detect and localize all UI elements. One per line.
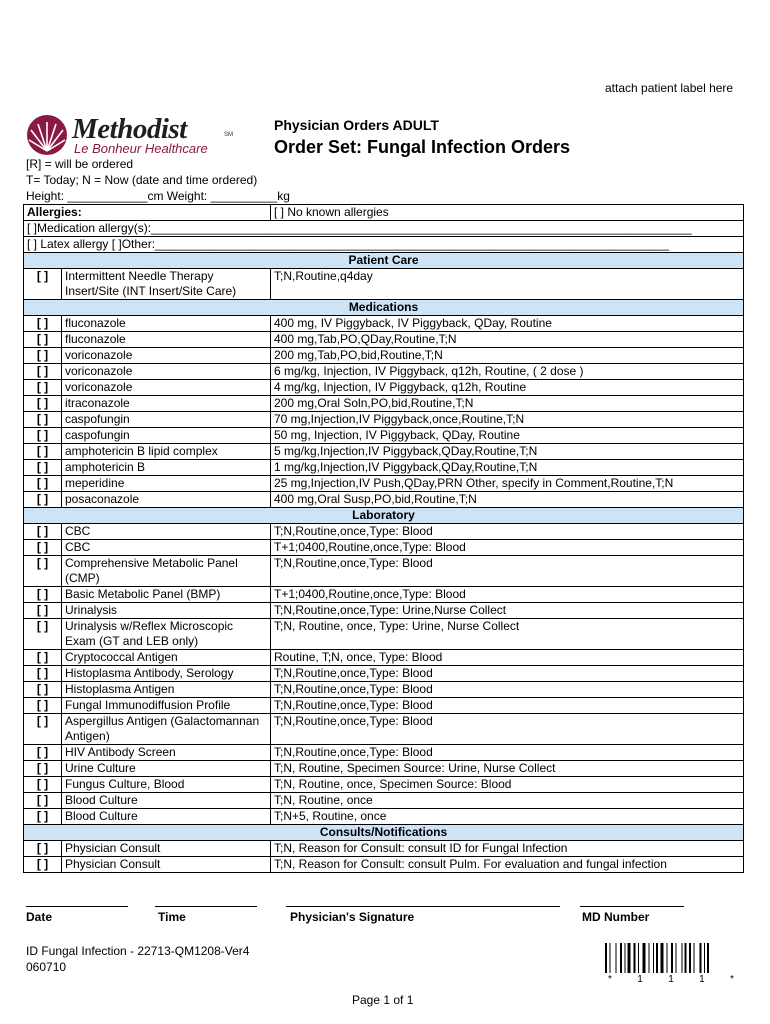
order-checkbox[interactable]: [ ] bbox=[24, 793, 62, 809]
order-name: CBC bbox=[62, 540, 271, 556]
order-checkbox[interactable]: [ ] bbox=[24, 316, 62, 332]
methodist-logo bbox=[26, 114, 236, 160]
order-checkbox[interactable]: [ ] bbox=[24, 396, 62, 412]
barcode-bar bbox=[610, 943, 611, 973]
order-name: Urine Culture bbox=[62, 761, 271, 777]
section-header bbox=[24, 508, 744, 524]
barcode-bar bbox=[682, 943, 683, 973]
form-title-large: Order Set: Fungal Infection Orders bbox=[274, 137, 571, 157]
order-name: voriconazole bbox=[62, 364, 271, 380]
latex-other-row bbox=[24, 237, 744, 253]
order-details: 400 mg, IV Piggyback, IV Piggyback, QDay, Routine bbox=[271, 316, 744, 332]
physician-signature-label: Physician's Signature bbox=[290, 910, 415, 924]
order-name: itraconazole bbox=[62, 396, 271, 412]
attach-label: attach patient label here bbox=[605, 81, 734, 95]
barcode-char: 1 bbox=[699, 974, 705, 985]
order-row bbox=[24, 841, 744, 857]
order-details: 400 mg,Oral Susp,PO,bid,Routine,T;N bbox=[271, 492, 744, 508]
date-label: Date bbox=[26, 910, 53, 924]
order-checkbox[interactable]: [ ] bbox=[24, 348, 62, 364]
order-row bbox=[24, 587, 744, 603]
order-name: CBC bbox=[62, 524, 271, 540]
section-title: Patient Care bbox=[24, 253, 744, 269]
order-row bbox=[24, 540, 744, 556]
order-name: Histoplasma Antigen bbox=[62, 682, 271, 698]
barcode-bar bbox=[689, 943, 691, 973]
order-details: 5 mg/kg,Injection,IV Piggyback,QDay,Routine,T;N bbox=[271, 444, 744, 460]
order-checkbox[interactable]: [ ] bbox=[24, 698, 62, 714]
barcode-bar bbox=[671, 943, 673, 973]
barcode-char: 1 bbox=[637, 974, 643, 985]
allergies-label: Allergies: bbox=[24, 205, 271, 221]
barcode-bar bbox=[700, 943, 702, 973]
order-checkbox[interactable]: [ ] bbox=[24, 857, 62, 873]
order-row bbox=[24, 412, 744, 428]
order-name: Histoplasma Antibody, Serology bbox=[62, 666, 271, 682]
order-row bbox=[24, 809, 744, 825]
order-details: 200 mg,Tab,PO,bid,Routine,T;N bbox=[271, 348, 744, 364]
form-date: 060710 bbox=[26, 960, 67, 974]
order-name: Cryptococcal Antigen bbox=[62, 650, 271, 666]
order-row bbox=[24, 332, 744, 348]
barcode-bar bbox=[625, 943, 626, 973]
order-name: Blood Culture bbox=[62, 809, 271, 825]
order-checkbox[interactable]: [ ] bbox=[24, 682, 62, 698]
date-line bbox=[26, 906, 128, 907]
order-checkbox[interactable]: [ ] bbox=[24, 540, 62, 556]
medication-allergy-field[interactable]: [ ]Medication allergy(s):_________________________________________________________________________________ bbox=[24, 221, 744, 237]
order-checkbox[interactable]: [ ] bbox=[24, 619, 62, 650]
md-number-label: MD Number bbox=[582, 910, 650, 924]
barcode-bar bbox=[616, 943, 617, 973]
order-name: amphotericin B bbox=[62, 460, 271, 476]
medication-allergy-row bbox=[24, 221, 744, 237]
barcode-bar bbox=[620, 943, 622, 973]
order-name: posaconazole bbox=[62, 492, 271, 508]
order-checkbox[interactable]: [ ] bbox=[24, 777, 62, 793]
order-details: T;N, Routine, once bbox=[271, 793, 744, 809]
order-name: Physician Consult bbox=[62, 841, 271, 857]
order-checkbox[interactable]: [ ] bbox=[24, 412, 62, 428]
section-title: Medications bbox=[24, 300, 744, 316]
orders-table bbox=[23, 204, 744, 873]
section-header bbox=[24, 300, 744, 316]
order-row bbox=[24, 777, 744, 793]
latex-other-field[interactable]: [ ] Latex allergy [ ]Other:_____________________________________________________________________________ bbox=[24, 237, 744, 253]
order-row bbox=[24, 714, 744, 745]
barcode-bar bbox=[667, 943, 668, 973]
form-id: ID Fungal Infection - 22713-QM1208-Ver4 bbox=[26, 944, 250, 958]
order-name: fluconazole bbox=[62, 332, 271, 348]
order-row bbox=[24, 619, 744, 650]
order-checkbox[interactable]: [ ] bbox=[24, 269, 62, 300]
no-known-allergies-checkbox[interactable]: [ ] No known allergies bbox=[271, 205, 744, 221]
order-checkbox[interactable]: [ ] bbox=[24, 745, 62, 761]
order-row bbox=[24, 380, 744, 396]
order-details: T;N+5, Routine, once bbox=[271, 809, 744, 825]
height-weight-field[interactable]: Height: ____________cm Weight: __________kg bbox=[26, 189, 290, 203]
barcode-char: * bbox=[730, 974, 734, 985]
legend-will-be-ordered: [R] = will be ordered bbox=[26, 157, 134, 171]
order-checkbox[interactable]: [ ] bbox=[24, 587, 62, 603]
order-name: meperidine bbox=[62, 476, 271, 492]
order-details: 200 mg,Oral Soln,PO,bid,Routine,T;N bbox=[271, 396, 744, 412]
order-name: Aspergillus Antigen (Galactomannan Antigen) bbox=[62, 714, 271, 745]
order-details: T+1;0400,Routine,once,Type: Blood bbox=[271, 587, 744, 603]
order-row bbox=[24, 745, 744, 761]
barcode-bar bbox=[649, 943, 650, 973]
order-checkbox[interactable]: [ ] bbox=[24, 666, 62, 682]
order-row bbox=[24, 492, 744, 508]
order-details: 1 mg/kg,Injection,IV Piggyback,QDay,Routine,T;N bbox=[271, 460, 744, 476]
order-details: 6 mg/kg, Injection, IV Piggyback, q12h, Routine, ( 2 dose ) bbox=[271, 364, 744, 380]
order-checkbox[interactable]: [ ] bbox=[24, 556, 62, 587]
order-details: T;N, Routine, once, Type: Urine, Nurse Collect bbox=[271, 619, 744, 650]
order-details: T;N,Routine,once,Type: Blood bbox=[271, 745, 744, 761]
order-details: 400 mg,Tab,PO,QDay,Routine,T;N bbox=[271, 332, 744, 348]
order-details: T;N, Reason for Consult: consult Pulm. For evaluation and fungal infection bbox=[271, 857, 744, 873]
order-details: T;N, Reason for Consult: consult ID for Fungal Infection bbox=[271, 841, 744, 857]
order-details: Routine, T;N, once, Type: Blood bbox=[271, 650, 744, 666]
barcode-bar bbox=[634, 943, 636, 973]
order-row bbox=[24, 682, 744, 698]
order-checkbox[interactable]: [ ] bbox=[24, 476, 62, 492]
order-name: Basic Metabolic Panel (BMP) bbox=[62, 587, 271, 603]
order-row bbox=[24, 476, 744, 492]
order-checkbox[interactable]: [ ] bbox=[24, 841, 62, 857]
order-details: T;N,Routine,once,Type: Blood bbox=[271, 556, 744, 587]
order-row bbox=[24, 444, 744, 460]
order-name: Physician Consult bbox=[62, 857, 271, 873]
order-checkbox[interactable]: [ ] bbox=[24, 444, 62, 460]
legend-today-now: T= Today; N = Now (date and time ordered) bbox=[26, 173, 258, 187]
order-row bbox=[24, 666, 744, 682]
order-details: T;N,Routine,once,Type: Blood bbox=[271, 714, 744, 745]
order-row bbox=[24, 348, 744, 364]
order-details: T;N,Routine,once,Type: Urine,Nurse Collect bbox=[271, 603, 744, 619]
order-row bbox=[24, 316, 744, 332]
order-checkbox[interactable]: [ ] bbox=[24, 524, 62, 540]
order-row bbox=[24, 556, 744, 587]
section-title: Consults/Notifications bbox=[24, 825, 744, 841]
logo-emblem-icon bbox=[26, 114, 68, 156]
order-checkbox[interactable]: [ ] bbox=[24, 492, 62, 508]
form-title-small: Physician Orders ADULT bbox=[274, 117, 439, 133]
order-checkbox[interactable]: [ ] bbox=[24, 380, 62, 396]
logo-wordmark: Methodist bbox=[72, 113, 187, 145]
barcode-bar bbox=[605, 943, 607, 973]
barcode-bar bbox=[707, 943, 709, 973]
order-details: T;N,Routine,once,Type: Blood bbox=[271, 682, 744, 698]
order-details: T;N, Routine, once, Specimen Source: Blood bbox=[271, 777, 744, 793]
order-checkbox[interactable]: [ ] bbox=[24, 603, 62, 619]
barcode-bar bbox=[676, 943, 677, 973]
section-title: Laboratory bbox=[24, 508, 744, 524]
signature-line bbox=[286, 906, 560, 907]
order-name: Urinalysis bbox=[62, 603, 271, 619]
order-details: T;N,Routine,once,Type: Blood bbox=[271, 698, 744, 714]
barcode-bar bbox=[638, 943, 639, 973]
order-name: HIV Antibody Screen bbox=[62, 745, 271, 761]
logo-subtitle: Le Bonheur Healthcare bbox=[74, 141, 208, 156]
order-name: caspofungin bbox=[62, 428, 271, 444]
order-row bbox=[24, 524, 744, 540]
order-row bbox=[24, 460, 744, 476]
order-checkbox[interactable]: [ ] bbox=[24, 460, 62, 476]
order-row bbox=[24, 698, 744, 714]
barcode-bar bbox=[653, 943, 654, 973]
order-name: Blood Culture bbox=[62, 793, 271, 809]
order-row bbox=[24, 761, 744, 777]
order-row bbox=[24, 603, 744, 619]
order-checkbox[interactable]: [ ] bbox=[24, 714, 62, 745]
order-row bbox=[24, 269, 744, 300]
order-details: T;N,Routine,once,Type: Blood bbox=[271, 524, 744, 540]
order-name: voriconazole bbox=[62, 348, 271, 364]
order-name: Fungal Immunodiffusion Profile bbox=[62, 698, 271, 714]
order-name: caspofungin bbox=[62, 412, 271, 428]
order-checkbox[interactable]: [ ] bbox=[24, 761, 62, 777]
barcode-char: 1 bbox=[668, 974, 674, 985]
barcode-char: * bbox=[608, 974, 612, 985]
barcode-bar bbox=[685, 943, 687, 973]
order-row bbox=[24, 650, 744, 666]
barcode-bar bbox=[704, 943, 705, 973]
order-details: T;N,Routine,q4day bbox=[271, 269, 744, 300]
barcode-bar bbox=[661, 943, 664, 973]
order-checkbox[interactable]: [ ] bbox=[24, 428, 62, 444]
order-name: Fungus Culture, Blood bbox=[62, 777, 271, 793]
order-row bbox=[24, 793, 744, 809]
barcode-bar bbox=[656, 943, 658, 973]
order-checkbox[interactable]: [ ] bbox=[24, 650, 62, 666]
orders-body bbox=[24, 205, 744, 873]
order-name: fluconazole bbox=[62, 316, 271, 332]
order-details: 25 mg,Injection,IV Push,QDay,PRN Other, specify in Comment,Routine,T;N bbox=[271, 476, 744, 492]
order-details: 50 mg, Injection, IV Piggyback, QDay, Routine bbox=[271, 428, 744, 444]
barcode-bar bbox=[694, 943, 695, 973]
order-checkbox[interactable]: [ ] bbox=[24, 364, 62, 380]
order-name: voriconazole bbox=[62, 380, 271, 396]
order-name: Intermittent Needle Therapy Insert/Site (INT Insert/Site Care) bbox=[62, 269, 271, 300]
order-name: Urinalysis w/Reflex Microscopic Exam (GT and LEB only) bbox=[62, 619, 271, 650]
order-details: 4 mg/kg, Injection, IV Piggyback, q12h, Routine bbox=[271, 380, 744, 396]
section-header bbox=[24, 253, 744, 269]
barcode bbox=[605, 943, 735, 977]
order-name: Comprehensive Metabolic Panel (CMP) bbox=[62, 556, 271, 587]
order-checkbox[interactable]: [ ] bbox=[24, 809, 62, 825]
time-label: Time bbox=[158, 910, 186, 924]
order-details: T;N, Routine, Specimen Source: Urine, Nurse Collect bbox=[271, 761, 744, 777]
section-header bbox=[24, 825, 744, 841]
order-details: T+1;0400,Routine,once,Type: Blood bbox=[271, 540, 744, 556]
order-name: amphotericin B lipid complex bbox=[62, 444, 271, 460]
order-details: T;N,Routine,once,Type: Blood bbox=[271, 666, 744, 682]
barcode-text bbox=[608, 974, 734, 985]
logo-service-mark: SM bbox=[224, 132, 233, 138]
order-checkbox[interactable]: [ ] bbox=[24, 332, 62, 348]
order-row bbox=[24, 857, 744, 873]
time-line bbox=[155, 906, 257, 907]
barcode-bar bbox=[643, 943, 646, 973]
page-number: Page 1 of 1 bbox=[352, 993, 414, 1007]
order-row bbox=[24, 364, 744, 380]
allergies-row bbox=[24, 205, 744, 221]
order-row bbox=[24, 428, 744, 444]
order-row bbox=[24, 396, 744, 412]
barcode-bar bbox=[628, 943, 631, 973]
order-details: 70 mg,Injection,IV Piggyback,once,Routine,T;N bbox=[271, 412, 744, 428]
md-number-line bbox=[580, 906, 684, 907]
